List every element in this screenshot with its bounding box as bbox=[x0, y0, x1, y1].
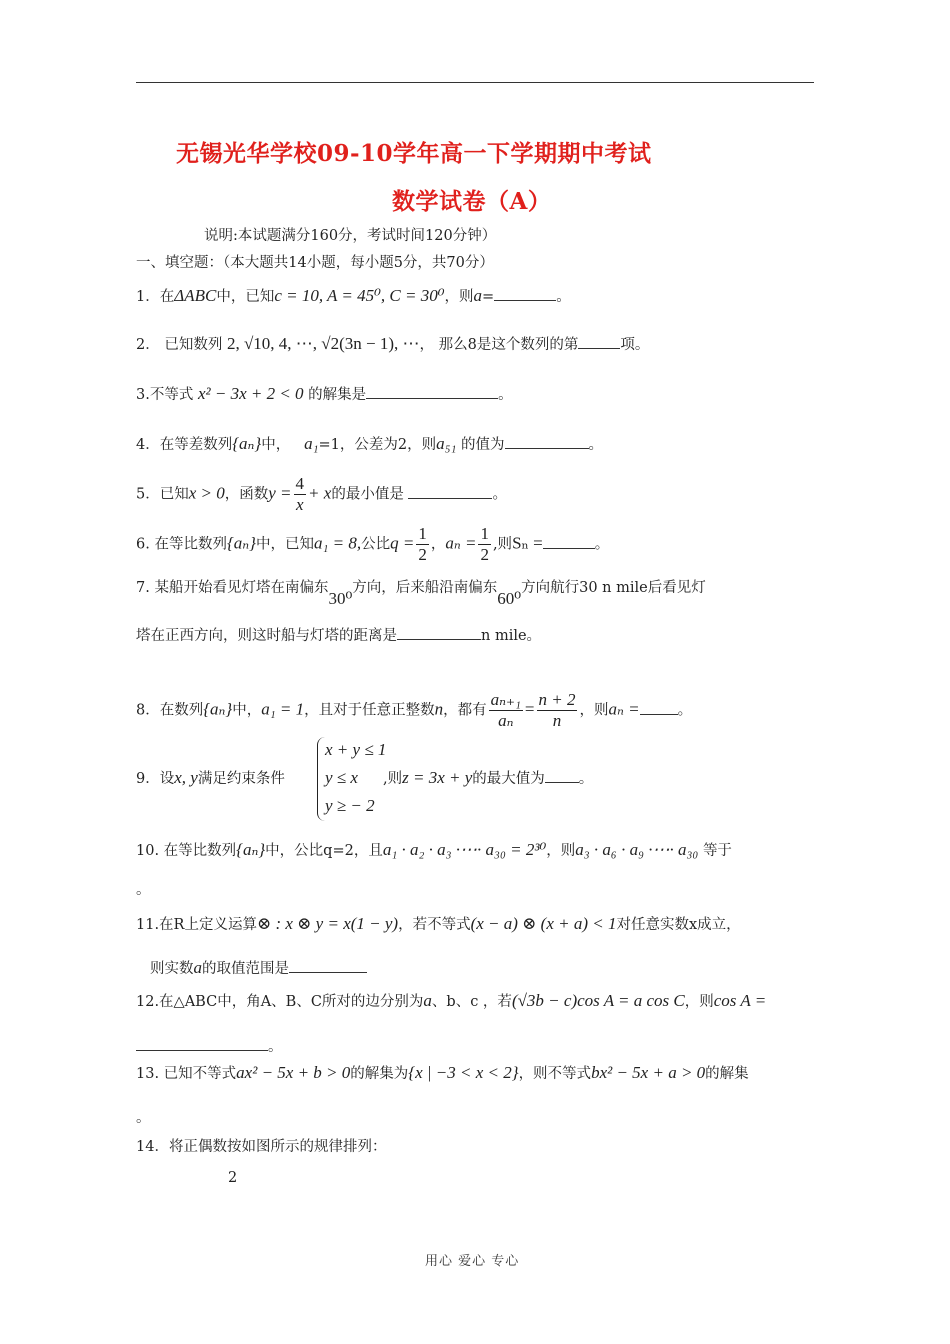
page-footer: 用心 爱心 专心 bbox=[425, 1254, 520, 1269]
answer-blank bbox=[545, 768, 579, 783]
answer-blank bbox=[543, 534, 595, 549]
fraction: $\frac{\text{aₙ₊₁}}{\text{aₙ}}$ bbox=[490, 690, 521, 730]
exam-title: 无锡光华学校09-10学年高一下学期期中考试 bbox=[176, 140, 652, 167]
question-4: 4．在等差数列{aₙ}中， a₁=1，公差为2，则a₅₁ 的值为 。 bbox=[136, 434, 604, 453]
question-2: 2． 已知数列 2, √10, 4, ⋯, √2(3n − 1), ⋯， 那么8是这个数列的第 项。 bbox=[136, 334, 650, 353]
constraint-3: y ≥ − 2 bbox=[325, 796, 375, 815]
section-heading: 一、填空题：（本大题共14小题，每小题5分，共70分） bbox=[136, 255, 494, 271]
fraction: $\frac{4}{x}$ bbox=[295, 474, 305, 514]
answer-blank bbox=[408, 484, 492, 499]
question-7-cont: 塔在正西方向，则这时船与灯塔的距离是 n mile。 bbox=[136, 625, 541, 646]
question-7: 7. 某船开始看见灯塔在南偏东30⁰方向，后来船沿南偏东60⁰方向航行30 n mile后看见灯 bbox=[136, 580, 706, 608]
question-6: 6. 在等比数列{aₙ}中，已知a₁ = 8,公比q = $\frac{1}{2}$ ，aₙ = $\frac{1}{2}$ ,则Sₙ = 。 bbox=[136, 524, 610, 564]
fraction: $\frac{1}{2}$ bbox=[480, 524, 489, 564]
question-9: 9．设x, y满足约束条件 bbox=[136, 768, 285, 787]
answer-blank bbox=[494, 286, 556, 301]
constraint-2: y ≤ x bbox=[325, 768, 358, 787]
answer-blank bbox=[289, 958, 367, 973]
exam-subtitle: 数学试卷（A） bbox=[392, 188, 552, 215]
answer-blank bbox=[397, 625, 481, 640]
question-12: 12.在△ABC中，角A、B、C所对的边分别为a、b、c ，若(√3b − c)cos A = a cos C，则cos A = bbox=[136, 991, 767, 1010]
exam-note: 说明:本试题满分160分，考试时间120分钟） bbox=[204, 228, 497, 244]
answer-blank bbox=[136, 1036, 268, 1051]
question-13-end: 。 bbox=[136, 1110, 151, 1126]
fraction: $\frac{1}{2}$ bbox=[418, 524, 427, 564]
answer-blank bbox=[505, 434, 589, 449]
question-8: 8．在数列{aₙ}中，a₁ = 1，且对于任意正整数n，都有 $\frac{\text{aₙ₊₁}}{\text{aₙ}}$ = $\frac{n + 2}{n}$ ，则aₙ = 。 bbox=[136, 690, 693, 730]
answer-blank bbox=[366, 384, 498, 399]
question-1: 1．在ΔABC中，已知c = 10, A = 45⁰, C = 30⁰，则a= 。 bbox=[136, 286, 571, 305]
even-number-pattern-first: 2 bbox=[228, 1170, 238, 1186]
question-9-cont: ,则z = 3x + y的最大值为 。 bbox=[383, 768, 594, 787]
answer-blank bbox=[640, 700, 678, 715]
constraint-1: x + y ≤ 1 bbox=[325, 740, 387, 759]
question-11-cont: 则实数a的取值范围是 bbox=[150, 958, 367, 979]
answer-blank bbox=[578, 334, 620, 349]
header-rule bbox=[136, 82, 814, 83]
question-5: 5．已知x > 0，函数y = $\frac{4}{x}$ + x的最小值是 。 bbox=[136, 474, 507, 514]
question-11: 11.在R上定义运算⊗ : x ⊗ y = x(1 − y)，若不等式(x − a) ⊗ (x + a) < 1对任意实数x成立， bbox=[136, 914, 741, 933]
question-10-end: 。 bbox=[136, 882, 151, 898]
question-12-cont: 。 bbox=[136, 1036, 283, 1057]
question-3: 3.不等式 x² − 3x + 2 < 0 的解集是 。 bbox=[136, 384, 513, 403]
fraction: $\frac{n + 2}{n}$ bbox=[538, 690, 576, 730]
question-10: 10. 在等比数列{aₙ}中，公比q=2，且a₁ · a₂ · a₃ ·⋯· a₃₀ = 2³⁰，则a₃ · a₆ · a₉ ·⋯· a₃₀ 等于 bbox=[136, 840, 732, 859]
question-13: 13. 已知不等式ax² − 5x + b > 0的解集为{x | −3 < x < 2}，则不等式bx² − 5x + a > 0的解集 bbox=[136, 1063, 749, 1082]
question-14: 14．将正偶数按如图所示的规律排列： bbox=[136, 1139, 387, 1155]
